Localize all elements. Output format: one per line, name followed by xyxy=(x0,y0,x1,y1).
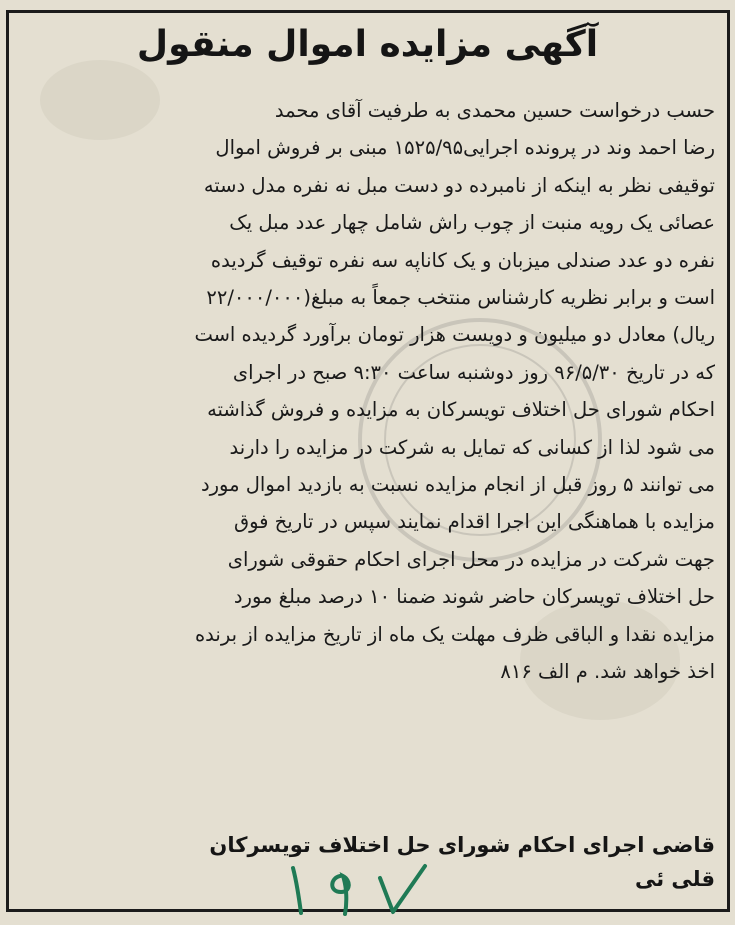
body-line: که در تاریخ ۹۶/۵/۳۰ روز دوشنبه ساعت ۹:۳۰ صبح در اجرای xyxy=(232,360,715,384)
notice-body xyxy=(18,92,715,691)
body-line: احکام شورای حل اختلاف تویسرکان به مزایده و فروش گذاشته xyxy=(207,398,715,422)
body-line: مزایده نقدا و الباقی ظرف مهلت یک ماه از تاریخ مزایده از برنده xyxy=(194,622,715,646)
signature-name: قلی ئی xyxy=(634,867,715,891)
body-line: توقیفی نظر به اینکه از نامبرده دو دست مبل نه نفره مدل دسته xyxy=(203,173,715,197)
body-line: حل اختلاف تویسرکان حاضر شوند ضمنا ۱۰ درصد مبلغ مورد xyxy=(233,585,715,609)
body-line: جهت شرکت در مزایده در محل اجرای احکام حقوقی شورای xyxy=(227,547,715,571)
body-line: است و برابر نظریه کارشناس منتخب جمعاً به مبلغ(۲۲/۰۰۰/۰۰۰ xyxy=(206,286,715,310)
body-line: ریال) معادل دو میلیون و دویست هزار تومان برآورد گردیده است xyxy=(194,323,715,347)
body-line: حسب درخواست حسین محمدی به طرفیت آقای محمد xyxy=(274,99,715,122)
handwritten-number-mark xyxy=(285,858,435,918)
signature-title: قاضی اجرای احکام شورای حل اختلاف تویسرکان xyxy=(209,833,715,857)
body-line: می شود لذا از کسانی که تمایل به شرکت در مزایده را دارند xyxy=(229,435,715,459)
body-line: می توانند ۵ روز قبل از انجام مزایده نسبت به بازدید اموال مورد xyxy=(200,473,715,497)
body-line: مزایده با هماهنگی این اجرا اقدام نمایند سپس در تاریخ فوق xyxy=(233,510,715,534)
body-line: نفره دو عدد صندلی میزبان و یک کاناپه سه نفره توقیف گردیده xyxy=(210,248,715,272)
body-line: رضا احمد وند در پرونده اجرایی۱۵۲۵/۹۵ مبنی بر فروش اموال xyxy=(215,136,715,160)
body-line: عصائی یک رویه منبت از چوب راش شامل چهار عدد مبل یک xyxy=(229,211,715,235)
notice-title: آگهی مزایده اموال منقول xyxy=(136,24,599,65)
body-line: اخذ خواهد شد. م الف ۸۱۶ xyxy=(500,660,715,684)
